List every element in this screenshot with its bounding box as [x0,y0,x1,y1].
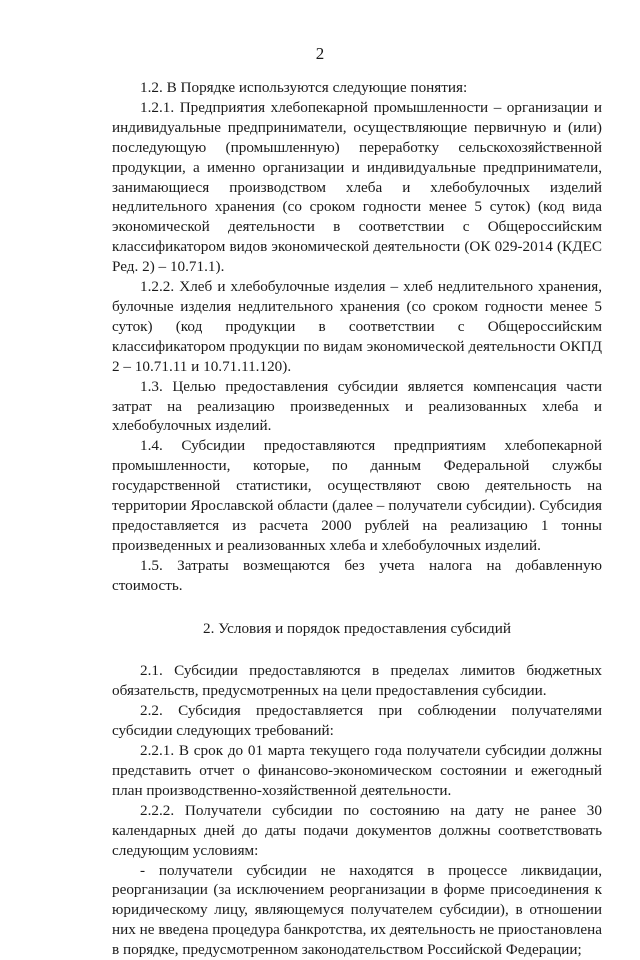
paragraph-1-4: 1.4. Субсидии предоставляются предприятиям хлебопекарной промышленности, которые, по данным Федеральной службы государственной статистики, осуществляют свою деятельность на территории Ярославской области (далее – получатели субсидии). Субсидия предоставляется из расчета 2000 рублей на реализацию 1 тонны произведенных и реализованных хлеба и хлебобулочных изделий. [112,437,602,554]
paragraph-1-3: 1.3. Целью предоставления субсидии является компенсация части затрат на реализацию произведенных и реализованных хлеба и хлебобулочных изделий. [112,377,602,435]
list-item-condition-1: - получатели субсидии не находятся в процессе ликвидации, реорганизации (за исключением реорганизации в форме присоединения к юридическому лицу, являющемуся получателем субсидии), в отношении них не введена процедура банкротства, их деятельность не приостановлена в порядке, предусмотренном законодательством Российской Федерации; [112,861,602,959]
section-heading: 2. Условия и порядок предоставления субсидий [203,619,511,637]
page-number: 2 [315,44,325,63]
paragraph-1-2-1: 1.2.1. Предприятия хлебопекарной промышленности – организации и индивидуальные предприниматели, осуществляющие первичную и (или) последующую (промышленную) переработку сельскохозяйственной продукции, а именно организации и индивидуальные предприниматели, занимающиеся производством хлеба и хлебобулочных изделий недлительного хранения (со сроком годности менее 5 суток) (код вида экономической деятельности в соответствии с Общероссийским классификатором видов экономической деятельности (ОК 029-2014 (КДЕС Ред. 2) – 10.71.1). [112,98,602,276]
paragraph-1-2: 1.2. В Порядке используются следующие понятия: [140,79,468,96]
paragraph-1-2-2: 1.2.2. Хлеб и хлебобулочные изделия – хлеб недлительного хранения, булочные изделия недлительного хранения (со сроком годности менее 5 суток) (код продукции в соответствии с Общероссийским классификатором продукции по видам экономической деятельности ОКПД 2 – 10.71.11 и 10.71.11.120). [112,278,602,375]
document-body [112,78,602,960]
paragraph-2-2: 2.2. Субсидия предоставляется при соблюдении получателями субсидии следующих требований: [112,702,602,740]
paragraph-2-2-1: 2.2.1. В срок до 01 марта текущего года получатели субсидии должны представить отчет о финансово-экономическом состоянии и ежегодный план производственно-хозяйственной деятельности. [112,742,602,799]
paragraph-2-2-2: 2.2.2. Получатели субсидии по состоянию на дату не ранее 30 календарных дней до даты подачи документов должны соответствовать следующим условиям: [112,801,602,859]
paragraph-2-1: 2.1. Субсидии предоставляются в пределах лимитов бюджетных обязательств, предусмотренных на цели предоставления субсидии. [112,662,602,700]
paragraph-1-5: 1.5. Затраты возмещаются без учета налога на добавленную стоимость. [112,556,602,594]
